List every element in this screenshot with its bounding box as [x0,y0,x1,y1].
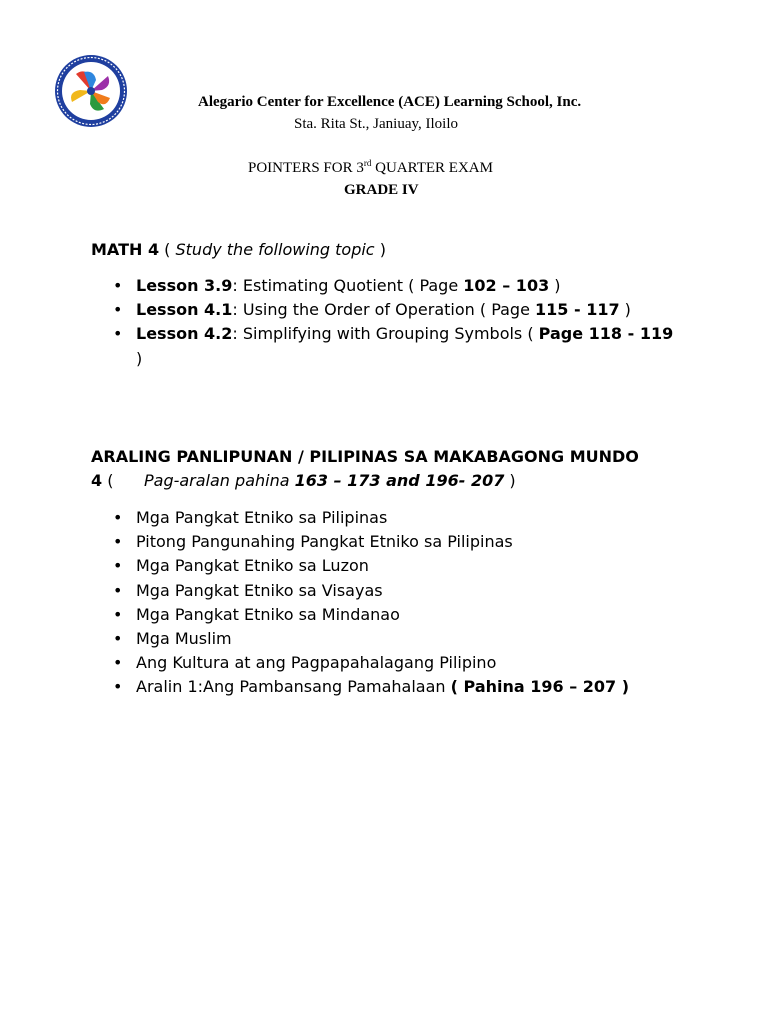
lesson-number: Lesson 4.1 [136,300,233,320]
exam-title [248,160,493,177]
exam-title-sup: rd [363,158,372,168]
list-item [91,298,681,322]
lesson-topic: : Using the Order of Operation ( Page [232,300,536,320]
lesson-end: ) [549,276,561,295]
school-logo [54,54,128,128]
list-item: • Mga Pangkat Etniko sa Luzon [91,554,681,578]
lesson-end: ) [136,348,143,368]
math-heading [91,238,691,262]
ap-paren-close: ) [504,471,516,490]
lesson-pages: 102 – 103 [463,276,550,295]
exam-title-pre: POINTERS FOR 3 [248,160,364,176]
lesson-topic: : Simplifying with Grouping Symbols ( [232,324,539,344]
math-instruction: Study the following topic [175,240,375,259]
ap-heading [91,445,651,493]
list-item: • Mga Muslim [91,627,681,651]
school-address: Sta. Rita St., Janiuay, Iloilo [294,116,459,132]
last-topic-pages: ( Pahina 196 – 207 ) [450,677,630,697]
lesson-number: Lesson 3.9 [136,276,233,295]
math-lessons-list [91,274,681,371]
lesson-end: ) [619,300,631,320]
lesson-pages: Page 118 - 119 [538,324,674,344]
school-name: Alegario Center for Excellence (ACE) Learning School, Inc. [198,94,582,110]
exam-title-post: QUARTER EXAM [371,160,493,176]
ap-paren-open: ( [102,471,144,490]
list-item: • Mga Pangkat Etniko sa Visayas [91,579,681,603]
list-item: • Pitong Pangunahing Pangkat Etniko sa Pilipinas [91,530,681,554]
list-item: • Mga Pangkat Etniko sa Mindanao [91,603,681,627]
lesson-topic: : Estimating Quotient ( Page [232,276,464,295]
math-paren-close: ) [374,240,386,259]
ap-pages: 163 – 173 and 196- 207 [294,471,505,490]
list-item [91,274,681,298]
last-topic: Aralin 1:Ang Pambansang Pamahalaan [136,677,451,697]
list-item: • Mga Pangkat Etniko sa Pilipinas [91,506,681,530]
ap-topics-list [91,506,681,700]
grade-level: GRADE IV [344,182,419,198]
list-item [91,322,681,370]
list-item [91,675,681,699]
lesson-number: Lesson 4.2 [136,324,233,344]
math-paren-open: ( [159,240,176,259]
list-item: • Ang Kultura at ang Pagpapahalagang Pilipino [91,651,681,675]
ap-subject: ARALING PANLIPUNAN / PILIPINAS SA MAKABAGONG MUNDO 4 [91,447,639,490]
ap-instruction: Pag-aralan pahina [143,471,295,490]
lesson-pages: 115 - 117 [535,300,620,320]
math-subject: MATH 4 [91,240,160,259]
